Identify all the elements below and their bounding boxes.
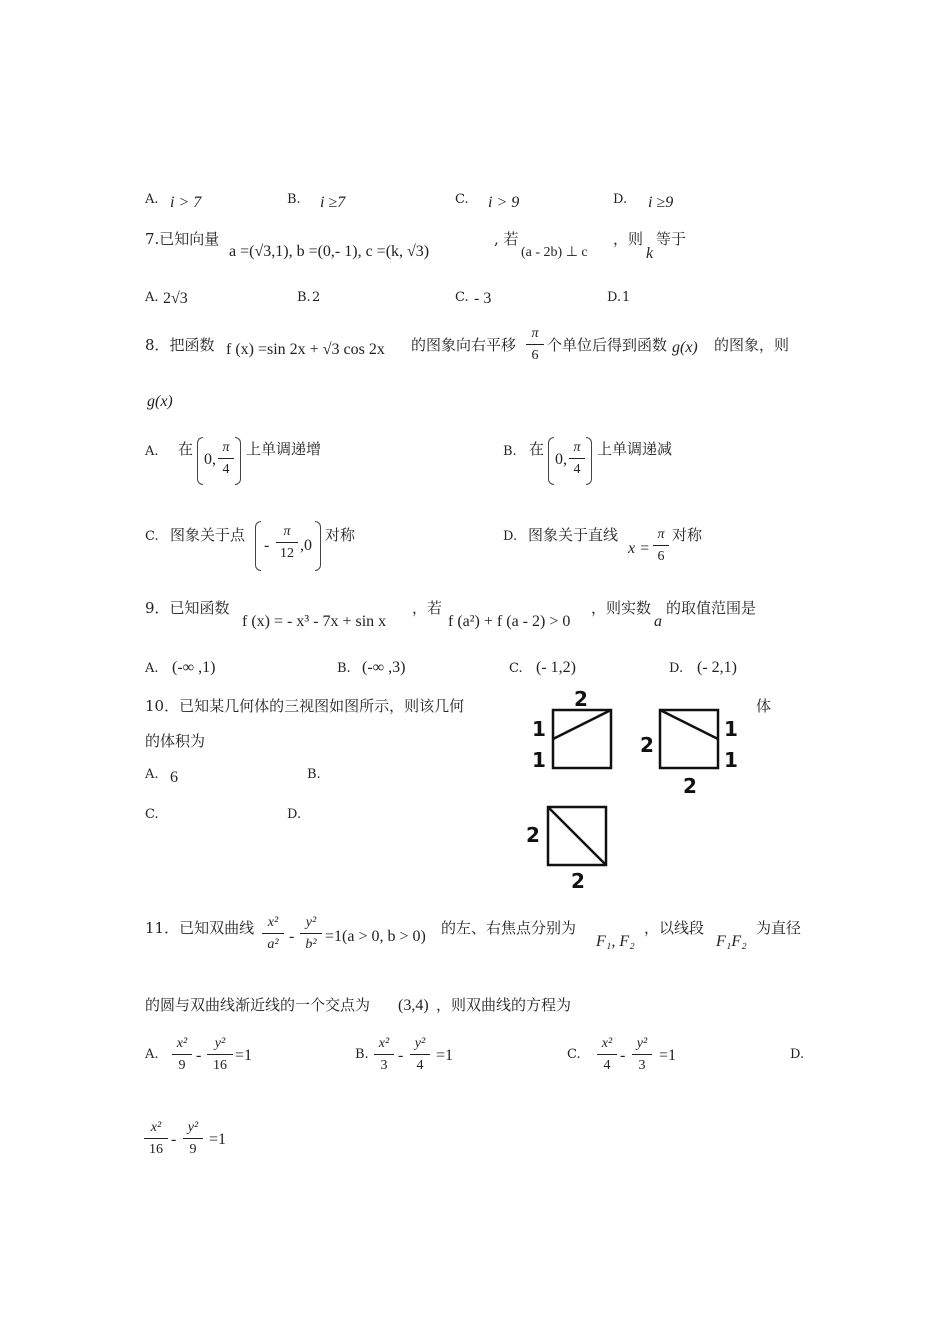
q8-option-b-interval-left: 0, <box>555 451 567 468</box>
q7-option-a-value: 2√3 <box>163 290 188 307</box>
q11-prefix: 11．已知双曲线 <box>145 919 255 937</box>
q7-option-b-label: B. <box>297 290 311 305</box>
top-view-bottom-label: 2 <box>571 869 585 893</box>
option-d-expression: i ≥9 <box>648 194 674 211</box>
q9-function: f (x) = - x³ - 7x + sin x <box>242 613 387 630</box>
q7-option-d-value: 1 <box>622 290 631 305</box>
q10-option-a-label: A. <box>145 767 159 782</box>
q10-line2: 的体积为 <box>145 732 206 750</box>
q8-option-a-zai: 在 <box>178 440 194 458</box>
q7-if: , 若 <box>494 230 519 248</box>
q10-line1-end: 体 <box>756 697 772 715</box>
q9-option-a-value: (-∞ ,1) <box>172 659 216 676</box>
front-view <box>553 710 611 768</box>
q8-shift-fraction: $\frac{\pi}{6}$ <box>526 326 544 364</box>
q8-option-a-fraction: $\frac{\pi}{4}$ <box>218 440 234 478</box>
q8-option-d-fraction: $\frac{\pi}{6}$ <box>653 527 669 565</box>
q10-line1: 10．已知某几何体的三视图如图所示，则该几何 <box>145 697 465 715</box>
side-view <box>660 710 718 768</box>
q9-prefix: 9．已知函数 <box>145 599 230 617</box>
q8-gx-line2: g(x) <box>147 393 173 410</box>
q8-mid2: 个单位后得到函数 <box>547 336 668 354</box>
q11-line2b: ，则双曲线的方程为 <box>436 996 572 1014</box>
q9-option-b-value: (-∞ ,3) <box>362 659 406 676</box>
q7-option-a-label: A. <box>145 290 159 305</box>
q8-option-d-label: D. <box>503 529 518 544</box>
option-c-label: C. <box>455 192 469 207</box>
q9-suffix: 的取值范围是 <box>666 599 757 617</box>
q10-option-a-value: 6 <box>170 769 178 786</box>
q7-option-b-value: 2 <box>312 290 321 305</box>
q11-condition: =1(a > 0, b > 0) <box>325 928 426 945</box>
q11-option-b-label: B. <box>355 1047 369 1062</box>
q8-option-c-minus: - <box>264 537 270 554</box>
q11-option-a-frac1: $\frac{\text{x²}}{9}$ <box>172 1036 192 1074</box>
q9-option-d-label: D. <box>669 661 684 676</box>
q11-y2-over-b2: $\frac{\text{y²}}{\text{b²}}$ <box>300 915 322 953</box>
q11-suffix: 为直径 <box>756 919 802 937</box>
three-view-figure <box>520 690 770 900</box>
q8-prefix: 8．把函数 <box>145 336 215 354</box>
q11-x2-over-a2: $\frac{\text{x²}}{\text{a²}}$ <box>262 915 284 953</box>
side-view-left-label: 2 <box>640 733 654 757</box>
q11-point: (3,4) <box>398 997 429 1014</box>
q7-option-d-label: D. <box>607 290 622 305</box>
q11-option-a-eq: =1 <box>235 1047 253 1064</box>
q11-option-d-frac1: $\frac{\text{x²}}{16}$ <box>144 1120 168 1158</box>
q9-option-c-value: (- 1,2) <box>536 659 576 676</box>
top-view-left-label: 2 <box>526 823 540 847</box>
q11-option-c-eq: =1 <box>659 1047 677 1064</box>
side-view-right-bottom-label: 1 <box>724 748 738 772</box>
q9-a: a <box>654 613 662 630</box>
q8-gx: g(x) <box>672 339 698 356</box>
front-view-left-top-label: 1 <box>532 717 546 741</box>
q11-option-d-eq: =1 <box>209 1131 227 1148</box>
q9-option-b-label: B. <box>337 661 351 676</box>
q7-then: ，则 <box>613 230 644 248</box>
q9-condition: f (a²) + f (a - 2) > 0 <box>448 613 571 630</box>
q11-option-b-minus: - <box>398 1047 404 1064</box>
q11-mid2: ，以线段 <box>644 919 705 937</box>
q11-option-c-frac1: $\frac{\text{x²}}{4}$ <box>597 1036 617 1074</box>
q7-vectors: a =(√3,1), b =(0,- 1), c =(k, √3) <box>229 243 430 260</box>
side-view-right-top-label: 1 <box>724 717 738 741</box>
q11-option-c-frac2: $\frac{\text{y²}}{3}$ <box>632 1036 652 1074</box>
q11-mid: 的左、右焦点分别为 <box>441 919 577 937</box>
q7-prefix: 7.已知向量 <box>145 230 220 248</box>
q11-option-b-frac1: $\frac{\text{x²}}{3}$ <box>374 1036 394 1074</box>
q11-segment: F₁F₂ <box>716 933 747 950</box>
q7-condition: (a - 2b) ⊥ c <box>521 245 588 260</box>
q11-option-d-frac2: $\frac{\text{y²}}{9}$ <box>183 1120 203 1158</box>
q10-option-c-label: C. <box>145 807 159 822</box>
q8-option-d-text: 对称 <box>672 526 703 544</box>
q8-option-c-fraction: $\frac{\pi}{12}$ <box>276 524 298 562</box>
option-a-label: A. <box>145 192 159 207</box>
q9-option-d-value: (- 2,1) <box>697 659 737 676</box>
q7-k: k <box>646 245 654 262</box>
q11-minus: - <box>289 928 295 945</box>
q9-option-c-label: C. <box>509 661 523 676</box>
option-b-expression: i ≥7 <box>320 194 346 211</box>
q8-option-d-x: x = <box>628 540 650 557</box>
q11-line2a: 的圆与双曲线渐近线的一个交点为 <box>145 996 371 1014</box>
q8-mid: 的图象向右平移 <box>411 336 517 354</box>
q8-option-a-text: 上单调递增 <box>246 440 322 458</box>
q11-option-c-label: C. <box>567 1047 581 1062</box>
front-view-left-bottom-label: 1 <box>532 748 546 772</box>
q11-option-b-eq: =1 <box>436 1047 454 1064</box>
option-a-expression: i > 7 <box>170 194 202 211</box>
option-d-label: D. <box>613 192 628 207</box>
q11-option-c-minus: - <box>620 1047 626 1064</box>
q11-foci: F₁, F₂ <box>596 933 635 950</box>
side-view-bottom-label: 2 <box>683 774 697 798</box>
q8-option-c-text: 对称 <box>325 526 356 544</box>
q11-option-a-label: A. <box>145 1047 159 1062</box>
q8-option-d-pre: 图象关于直线 <box>528 526 619 544</box>
q7-suffix: 等于 <box>656 230 687 248</box>
q11-option-d-minus: - <box>171 1131 177 1148</box>
q7-option-c-value: - 3 <box>474 290 492 307</box>
q9-mid: ，则实数 <box>591 599 652 617</box>
q8-function: f (x) =sin 2x + √3 cos 2x <box>226 341 385 358</box>
q9-if: ，若 <box>412 599 443 617</box>
q8-option-b-fraction: $\frac{\pi}{4}$ <box>569 440 585 478</box>
q7-option-c-label: C. <box>455 290 469 305</box>
q9-option-a-label: A. <box>145 661 159 676</box>
q8-option-b-label: B. <box>503 444 517 459</box>
option-c-expression: i > 9 <box>488 194 520 211</box>
front-view-top-label: 2 <box>574 690 588 711</box>
q8-option-b-zai: 在 <box>529 440 545 458</box>
q8-option-c-right: ,0 <box>300 537 312 554</box>
q10-option-d-label: D. <box>287 807 302 822</box>
option-b-label: B. <box>287 192 301 207</box>
q8-option-a-interval-left: 0, <box>204 451 216 468</box>
q8-option-a-label: A. <box>145 444 159 459</box>
q8-option-c-label: C. <box>145 529 159 544</box>
q10-option-b-label: B. <box>307 767 321 782</box>
q8-option-b-text: 上单调递减 <box>597 440 673 458</box>
q8-suffix: 的图象，则 <box>714 336 790 354</box>
q11-option-a-minus: - <box>196 1047 202 1064</box>
q8-option-c-pre: 图象关于点 <box>170 526 246 544</box>
q11-option-d-label: D. <box>790 1047 805 1062</box>
q11-option-a-frac2: $\frac{\text{y²}}{16}$ <box>207 1036 233 1074</box>
q11-option-b-frac2: $\frac{\text{y²}}{4}$ <box>410 1036 430 1074</box>
